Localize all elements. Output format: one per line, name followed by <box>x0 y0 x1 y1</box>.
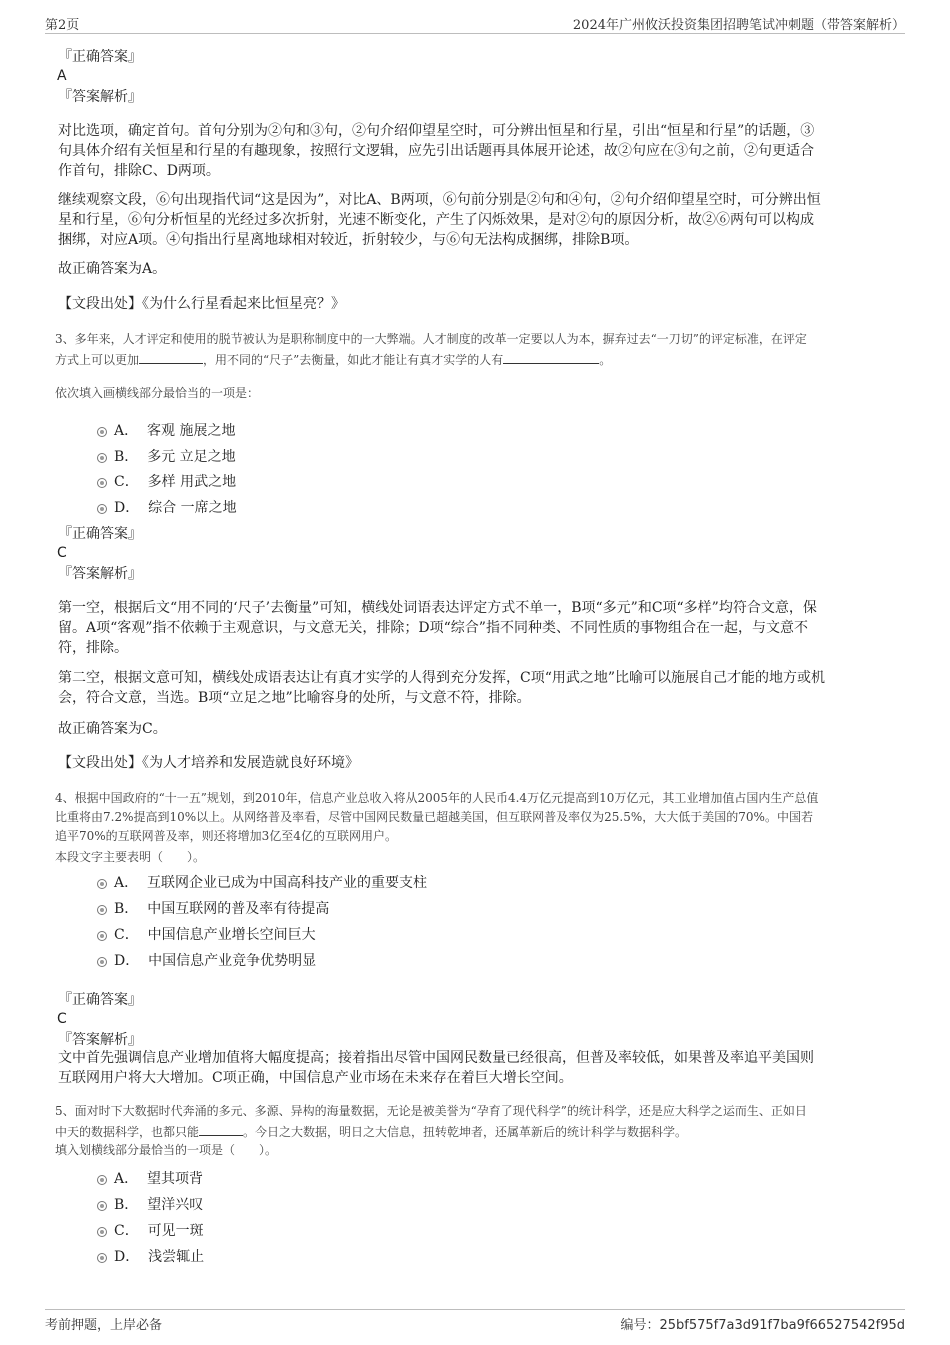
option-c[interactable]: C． 多样 用武之地 <box>114 474 237 490</box>
answer-label: 『正确答案』 <box>58 992 142 1008</box>
question-prompt: 本段文字主要表明（ ）。 <box>55 850 206 864</box>
option-b[interactable]: B． 望洋兴叹 <box>114 1197 204 1213</box>
option-d[interactable]: D． 综合 一席之地 <box>114 500 237 516</box>
option-a[interactable]: A． 互联网企业已成为中国高科技产业的重要支柱 <box>114 875 428 891</box>
answer-value: A <box>57 68 67 84</box>
option-a-radio[interactable] <box>97 879 107 889</box>
source-citation: 【文段出处】《为什么行星看起来比恒星亮？》 <box>58 296 345 312</box>
analysis-paragraph: 第一空，根据后文“用不同的‘尺子’去衡量”可知，横线处词语表达评定方式不单一，B项“多元”和C项“多样”均符合文意，保 留。A项“客观”指不依赖于主观意识，与文意无关，排除；D项“综合”指不同种类、不同性质的事物组合在一起，与文意不 符，排除。 <box>58 600 817 656</box>
page-number: 第2页 <box>45 18 80 33</box>
analysis-label: 『答案解析』 <box>58 89 142 105</box>
option-b-radio[interactable] <box>97 905 107 915</box>
footer-slogan: 考前押题，上岸必备 <box>45 1318 163 1333</box>
analysis-paragraph: 第二空，根据文意可知，横线处成语表达让有真才实学的人得到充分发挥，C项“用武之地”比喻可以施展自己才能的地方或机 会，符合文意，当选。B项“立足之地”比喻容身的处所，与文意不符，排除。 <box>58 670 826 706</box>
question-prompt: 依次填入画横线部分最恰当的一项是： <box>55 386 260 400</box>
option-c-radio[interactable] <box>97 478 107 488</box>
source-citation: 【文段出处】《为人才培养和发展造就良好环境》 <box>58 755 359 771</box>
analysis-label: 『答案解析』 <box>58 1032 142 1048</box>
question-stem: 中天的数据科学，也都只能 。今日之大数据，明日之大信息，扭转乾坤者，还属革新后的统计科学与数据科学。 <box>55 1122 687 1142</box>
footer-divider <box>45 1309 905 1310</box>
option-a-radio[interactable] <box>97 427 107 437</box>
option-b-radio[interactable] <box>97 1201 107 1211</box>
answer-label: 『正确答案』 <box>58 49 142 65</box>
fill-blank <box>139 350 203 364</box>
question-stem: 4、根据中国政府的“十一五”规划，到2010年，信息产业总收入将从2005年的人民币4.4万亿元提高到10万亿元，其工业增加值占国内生产总值 比重将由7.2%提高到10%以上。从网络普及率看，尽管中国网民数量已超越美国，但互联网普及率仅为25.5%，大大低于美国的70%。中国若 追平70%的互联网普及率，则还将增加3亿至4亿的互联网用户。 <box>55 791 819 843</box>
fill-blank <box>199 1122 243 1136</box>
header-divider <box>45 33 905 34</box>
document-code: 编号：25bf575f7a3d91f7ba9f66527542f95d <box>620 1318 905 1333</box>
analysis-paragraph: 继续观察文段，⑥句出现指代词“这是因为”，对比A、B两项，⑥句前分别是②句和④句，②句介绍仰望星空时，可分辨出恒 星和行星，⑥句分析恒星的光经过多次折射，光速不断变化，产生了闪烁效果，是对②句的原因分析，故②⑥两句可以构成 捆绑，对应A项。④句指出行星离地球相对较近，折射较少，与⑥句无法构成捆绑，排除B项。 <box>58 192 821 248</box>
option-a-radio[interactable] <box>97 1175 107 1185</box>
analysis-paragraph: 对比选项，确定首句。首句分别为②句和③句，②句介绍仰望星空时，可分辨出恒星和行星，引出“恒星和行星”的话题，③ 句具体介绍有关恒星和行星的有趣现象，按照行文逻辑，应先引出话题再具体展开论述，故②句应在③句之前，②句更适合 作首句，排除C、D两项。 <box>58 123 815 179</box>
option-d-radio[interactable] <box>97 504 107 514</box>
option-c[interactable]: C． 可见一斑 <box>114 1223 204 1239</box>
conclusion: 故正确答案为C。 <box>58 721 167 737</box>
option-a[interactable]: A． 客观 施展之地 <box>114 423 236 439</box>
option-c[interactable]: C． 中国信息产业增长空间巨大 <box>114 927 316 943</box>
conclusion: 故正确答案为A。 <box>58 261 167 277</box>
answer-label: 『正确答案』 <box>58 526 142 542</box>
answer-value: C <box>57 1011 67 1027</box>
option-d[interactable]: D． 浅尝辄止 <box>114 1249 205 1265</box>
answer-value: C <box>57 545 67 561</box>
document-title: 2024年广州攸沃投资集团招聘笔试冲刺题（带答案解析） <box>572 18 905 33</box>
option-c-radio[interactable] <box>97 1227 107 1237</box>
option-d[interactable]: D． 中国信息产业竞争优势明显 <box>114 953 317 969</box>
question-prompt: 填入划横线部分最恰当的一项是（ ）。 <box>55 1143 278 1157</box>
option-d-radio[interactable] <box>97 1253 107 1263</box>
option-b[interactable]: B． 多元 立足之地 <box>114 449 236 465</box>
question-stem: 5、面对时下大数据时代奔涌的多元、多源、异构的海量数据，无论是被美誉为“孕育了现代科学”的统计科学，还是应大科学之运而生、正如日 <box>55 1104 807 1118</box>
option-a[interactable]: A． 望其项背 <box>114 1171 204 1187</box>
analysis-label: 『答案解析』 <box>58 566 142 582</box>
option-b[interactable]: B． 中国互联网的普及率有待提高 <box>114 901 330 917</box>
question-stem: 3、多年来，人才评定和使用的脱节被认为是职称制度中的一大弊端。人才制度的改革一定要以人为本，摒弃过去“一刀切”的评定标准，在评定 <box>55 332 807 346</box>
analysis-paragraph: 文中首先强调信息产业增加值将大幅度提高；接着指出尽管中国网民数量已经很高，但普及率较低，如果普及率追平美国则 互联网用户将大大增加。C项正确，中国信息产业市场在未来存在着巨大增长空间。 <box>58 1050 814 1086</box>
question-stem: 方式上可以更加 ，用不同的“尺子”去衡量，如此才能让有真才实学的人有 。 <box>55 350 611 370</box>
option-c-radio[interactable] <box>97 931 107 941</box>
fill-blank <box>503 350 599 364</box>
option-d-radio[interactable] <box>97 957 107 967</box>
option-b-radio[interactable] <box>97 453 107 463</box>
